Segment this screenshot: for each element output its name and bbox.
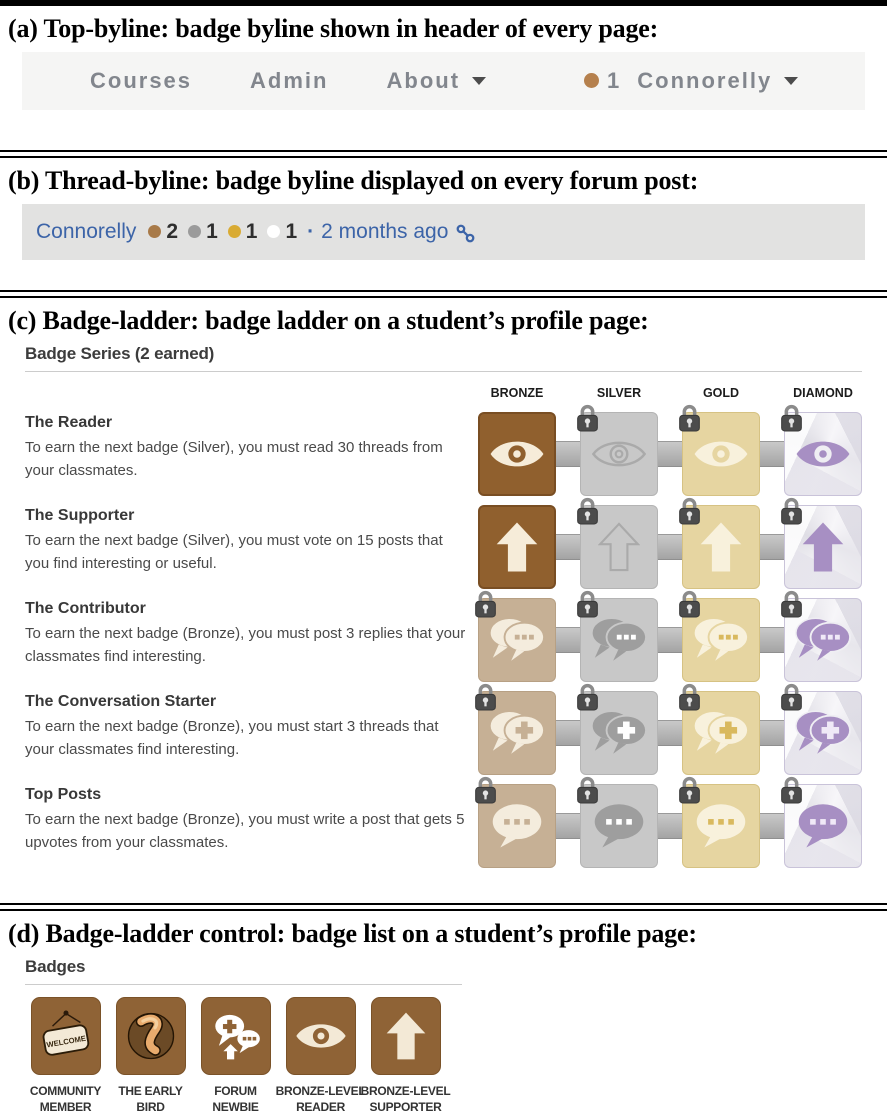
badge-tile-starter-diamond-locked[interactable] — [784, 691, 862, 775]
byline-separator: · — [307, 219, 315, 243]
badge-tile-reader-silver-locked[interactable] — [580, 412, 658, 496]
badge-label: FORUM NEWBIE — [212, 1083, 259, 1115]
ladder-row-contributor — [25, 598, 862, 682]
ladder-connector — [657, 534, 683, 560]
badge-tile-reader-gold-locked[interactable] — [682, 412, 760, 496]
speech-bubbles-plus-icon — [589, 709, 649, 756]
badge-tile-starter-gold-locked[interactable] — [682, 691, 760, 775]
badge-bronze-supporter[interactable] — [360, 997, 451, 1116]
badge-ladder-panel — [25, 344, 862, 868]
badge-series-name: The Contributor — [25, 599, 146, 617]
speech-bubbles-plus-icon — [793, 709, 853, 756]
badge-list — [23, 997, 862, 1116]
badge-series-name: Top Posts — [25, 785, 102, 803]
white-badge-count: 1 — [285, 219, 298, 243]
ladder-row-reader — [25, 412, 862, 496]
speech-bubbles-icon — [793, 616, 853, 663]
lock-icon — [678, 775, 701, 804]
eye-icon — [488, 435, 546, 473]
badge-label: COMMUNITY MEMBER — [29, 1083, 102, 1115]
badge-bronze-reader[interactable] — [275, 997, 366, 1116]
lock-icon — [576, 682, 599, 711]
ladder-connector — [555, 813, 581, 839]
speech-bubbles-plus-icon — [487, 709, 547, 756]
arrow-up-icon — [496, 520, 538, 574]
eye-icon — [590, 435, 648, 473]
ladder-connector — [657, 813, 683, 839]
badge-list-panel — [25, 957, 862, 1116]
badge-series-name: The Conversation Starter — [25, 692, 217, 710]
silver-badge-dot-icon — [188, 225, 201, 238]
badge-early-bird[interactable] — [108, 997, 193, 1116]
ladder-connector — [657, 627, 683, 653]
badge-tile-starter-bronze-locked[interactable] — [478, 691, 556, 775]
badge-tile-contributor-silver-locked[interactable] — [580, 598, 658, 682]
ladder-connector — [555, 720, 581, 746]
badge-series-name: The Reader — [25, 413, 113, 431]
arrow-up-icon — [802, 520, 844, 574]
silver-badge-count: 1 — [206, 219, 218, 243]
gold-badge-count: 1 — [245, 219, 258, 243]
speech-bubble-icon — [691, 802, 751, 849]
chevron-down-icon — [472, 77, 486, 85]
eye-icon — [794, 435, 852, 473]
badge-tile-reader-diamond-locked[interactable] — [784, 412, 862, 496]
tier-header-gold: GOLD — [702, 385, 740, 400]
badge-tile-top-posts-gold-locked[interactable] — [682, 784, 760, 868]
lock-icon — [780, 775, 803, 804]
badge-series-name: The Supporter — [25, 506, 135, 524]
nav-item-about[interactable] — [387, 68, 487, 94]
tier-header-bronze: BRONZE — [490, 385, 544, 400]
bronze-badge-dot-icon — [584, 73, 599, 88]
nav-item-admin[interactable] — [250, 68, 328, 94]
speech-bubble-icon — [589, 802, 649, 849]
arrow-up-icon — [700, 520, 742, 574]
badges-title: Badges — [25, 956, 86, 976]
caption-b: (b) Thread-byline: badge byline displayed on every forum post: — [8, 165, 699, 195]
welcome-sign-icon — [31, 997, 101, 1075]
lock-icon — [576, 589, 599, 618]
badge-tile-reader-bronze-earned[interactable] — [478, 412, 556, 496]
badge-series-description: To earn the next badge (Bronze), you must write a post that gets 5 upvotes from your classmates. — [25, 810, 465, 851]
top-navbar — [22, 52, 865, 110]
lock-icon — [678, 403, 701, 432]
svg-text:WELCOME: WELCOME — [45, 1033, 87, 1050]
badge-community-member[interactable] — [23, 997, 108, 1116]
top-rule — [0, 0, 887, 6]
caption-d: (d) Badge-ladder control: badge list on a student’s profile page: — [8, 918, 697, 948]
byline-username-link[interactable]: Connorelly — [36, 219, 137, 243]
caption-a: (a) Top-byline: badge byline shown in header of every page: — [8, 14, 659, 43]
worm-icon — [116, 997, 186, 1075]
ladder-connector — [555, 627, 581, 653]
badge-tile-contributor-bronze-locked[interactable] — [478, 598, 556, 682]
lock-icon — [678, 682, 701, 711]
ladder-connector — [555, 441, 581, 467]
badge-label: BRONZE-LEVEL READER — [275, 1083, 366, 1115]
lock-icon — [576, 403, 599, 432]
ladder-row-supporter — [25, 505, 862, 589]
badge-tile-starter-silver-locked[interactable] — [580, 691, 658, 775]
ladder-connector — [759, 720, 785, 746]
badge-count: 1 — [607, 67, 622, 93]
badge-tile-supporter-gold-locked[interactable] — [682, 505, 760, 589]
lock-icon — [576, 496, 599, 525]
lock-icon — [678, 496, 701, 525]
chat-newbie-icon — [201, 997, 271, 1075]
badge-tile-supporter-diamond-locked[interactable] — [784, 505, 862, 589]
lock-icon — [576, 775, 599, 804]
nav-item-courses[interactable] — [90, 68, 192, 94]
ladder-connector — [555, 534, 581, 560]
thread-byline — [22, 204, 865, 260]
lock-icon — [780, 496, 803, 525]
permalink-icon[interactable] — [456, 224, 475, 243]
bronze-badge-count: 2 — [166, 219, 179, 243]
badges-rule — [25, 984, 462, 985]
badge-series-description: To earn the next badge (Bronze), you must start 3 threads that your classmates find interesting. — [25, 717, 439, 758]
lock-icon — [678, 589, 701, 618]
lock-icon — [780, 403, 803, 432]
caption-c: (c) Badge-ladder: badge ladder on a student’s profile page: — [8, 305, 649, 335]
badge-series-title: Badge Series (2 earned) — [25, 344, 862, 372]
username: Connorelly — [637, 67, 773, 93]
ladder-connector — [759, 627, 785, 653]
section-separator — [0, 903, 887, 911]
arrow-up-icon — [371, 997, 441, 1075]
ladder-row-top-posts — [25, 784, 862, 868]
speech-bubbles-icon — [589, 616, 649, 663]
badge-tile-supporter-bronze-earned[interactable] — [478, 505, 556, 589]
user-menu[interactable] — [584, 68, 798, 94]
lock-icon — [474, 589, 497, 618]
section-separator — [0, 290, 887, 298]
timestamp-link[interactable]: 2 months ago — [321, 219, 449, 243]
speech-bubble-icon — [487, 802, 547, 849]
nav-item-admin-label: Admin — [250, 67, 329, 93]
badge-tile-contributor-diamond-locked[interactable] — [784, 598, 862, 682]
speech-bubbles-icon — [487, 616, 547, 663]
section-separator — [0, 150, 887, 158]
badge-tile-contributor-gold-locked[interactable] — [682, 598, 760, 682]
tier-header-row — [25, 386, 862, 400]
tier-header-silver: SILVER — [596, 385, 642, 400]
nav-item-courses-label: Courses — [90, 67, 193, 93]
badge-tile-top-posts-bronze-locked[interactable] — [478, 784, 556, 868]
bronze-badge-dot-icon — [148, 225, 161, 238]
badge-tile-top-posts-diamond-locked[interactable] — [784, 784, 862, 868]
speech-bubble-icon — [793, 802, 853, 849]
arrow-up-icon — [598, 520, 640, 574]
badge-forum-newbie[interactable] — [193, 997, 278, 1116]
speech-bubbles-plus-icon — [691, 709, 751, 756]
nav-item-about-label: About — [386, 67, 461, 93]
badge-label: BRONZE-LEVEL SUPPORTER — [360, 1083, 451, 1115]
ladder-connector — [657, 720, 683, 746]
ladder-connector — [759, 441, 785, 467]
badge-tile-supporter-silver-locked[interactable] — [580, 505, 658, 589]
badge-series-description: To earn the next badge (Silver), you must vote on 15 posts that you find interesting or useful. — [25, 531, 443, 572]
speech-bubbles-icon — [691, 616, 751, 663]
lock-icon — [780, 682, 803, 711]
eye-icon — [692, 435, 750, 473]
ladder-connector — [657, 441, 683, 467]
badge-label: THE EARLY BIRD — [118, 1083, 183, 1115]
lock-icon — [474, 682, 497, 711]
eye-icon — [286, 997, 356, 1075]
lock-icon — [780, 589, 803, 618]
ladder-connector — [759, 813, 785, 839]
badge-series-description: To earn the next badge (Silver), you must read 30 threads from your classmates. — [25, 438, 443, 479]
ladder-connector — [759, 534, 785, 560]
badge-series-description: To earn the next badge (Bronze), you must post 3 replies that your classmates find interesting. — [25, 624, 466, 665]
gold-badge-dot-icon — [228, 225, 241, 238]
badge-tile-top-posts-silver-locked[interactable] — [580, 784, 658, 868]
lock-icon — [474, 775, 497, 804]
tier-header-diamond: DIAMOND — [793, 385, 853, 400]
ladder-row-conversation-starter — [25, 691, 862, 775]
white-badge-dot-icon — [267, 225, 280, 238]
chevron-down-icon — [784, 77, 798, 85]
